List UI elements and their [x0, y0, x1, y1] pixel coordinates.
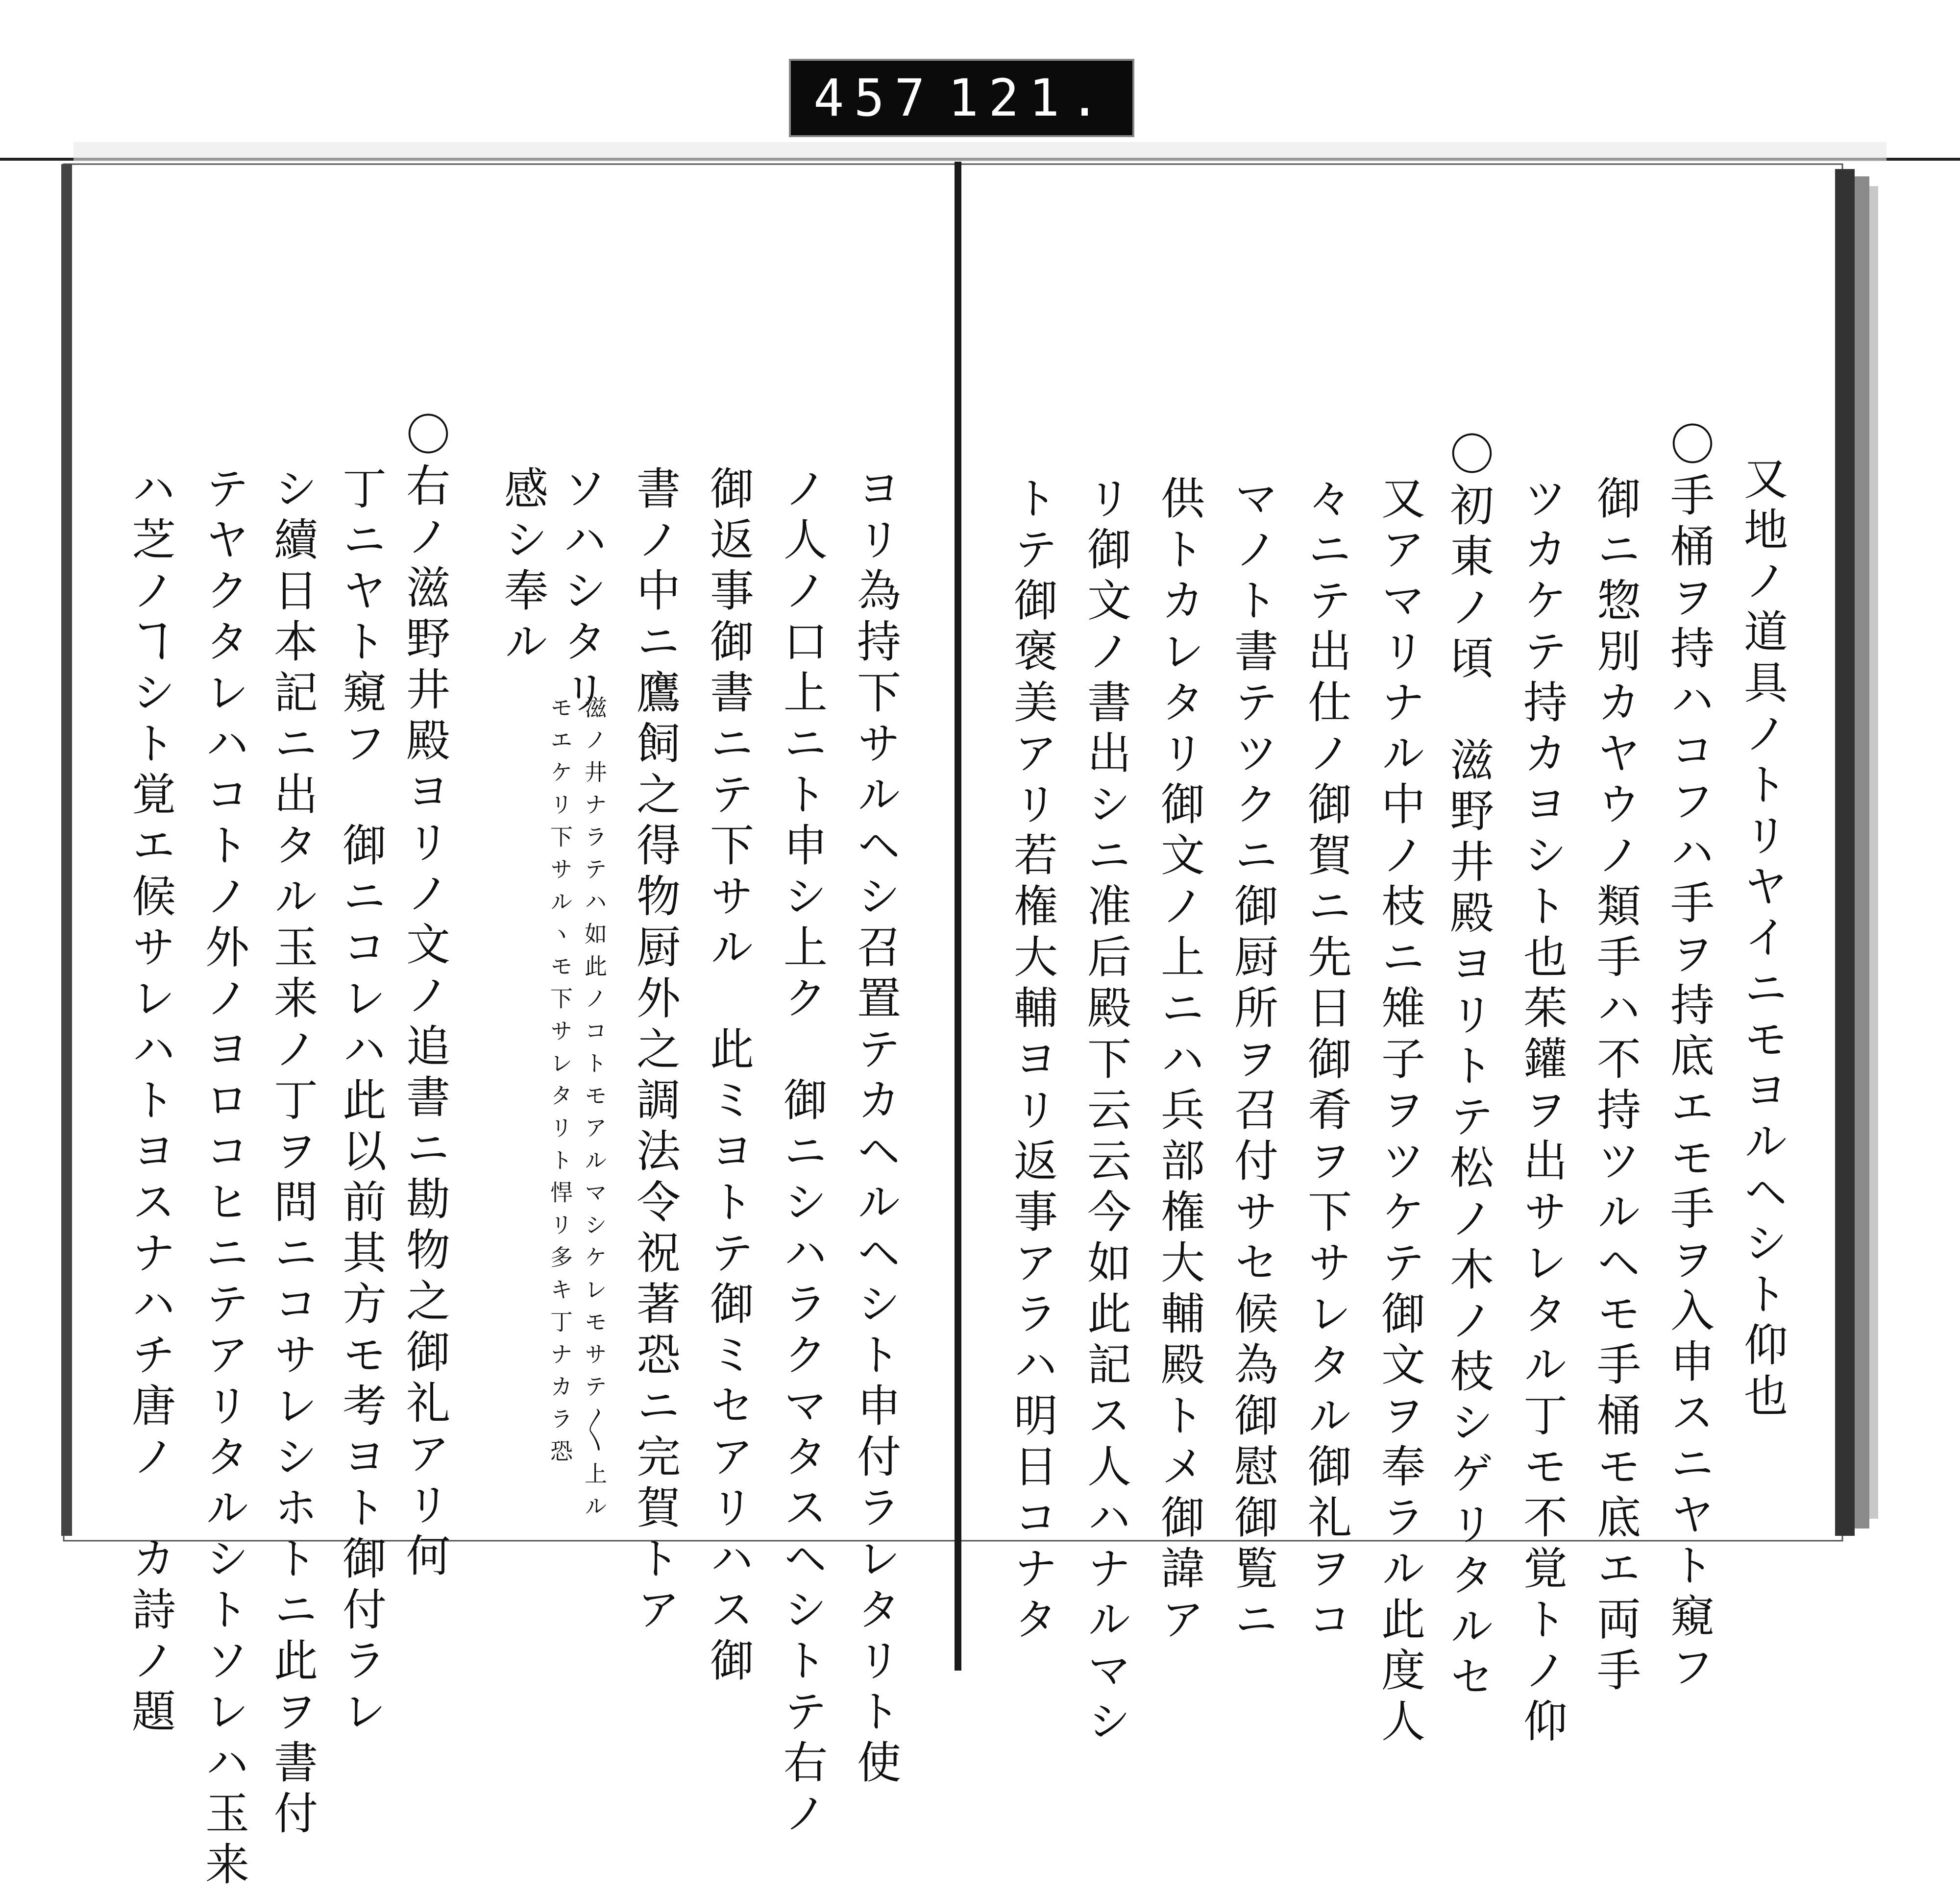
text-column: テヤクタレハコトノ外ノヨロコヒニテアリタルシトソレハ玉来	[197, 465, 249, 1892]
left-edge-shadow	[61, 164, 72, 1536]
text-column: シ續日本記ニ出タル玉来ノ丁ヲ問ニコサレシホトニ此ヲ書付	[266, 465, 318, 1841]
text-column: 々ニテ出仕ノ御賀ニ先日御肴ヲ下サレタル御礼ヲコ	[1300, 475, 1351, 1647]
text-column: 〇手桶ヲ持ハコフハ手ヲ持底エモ手ヲ入申スニヤト窺フ	[1663, 421, 1714, 1695]
annotation-column: 滋ノ井ナラテハ如此ノコトモアルマシケレモサテ〳〵上ル	[581, 696, 608, 1527]
text-column: ツカケテ持カヨシト也茱鑵ヲ出サレタル丁モ不覚トノ仰	[1516, 475, 1567, 1749]
text-column: ソハシタリ	[555, 465, 607, 720]
frame-number-left: 457	[813, 68, 935, 128]
text-column: 御返事御書ニテ下サル 此ミヨトテ御ミセアリハス御	[702, 465, 754, 1688]
text-column: 又地ノ道具ノトリヤイニモヨルヘシト仰也	[1736, 456, 1788, 1424]
text-column: 〇右ノ滋野井殿ヨリノ文ノ追書ニ勘物之御礼アリ何	[398, 412, 450, 1583]
text-column: 御ニ惣別カヤウノ類手ハ不持ツルヘモ手桶モ底エ両手	[1589, 475, 1641, 1698]
fore-edge	[1835, 169, 1855, 1536]
text-column: 〇初東ノ頃 滋野井殿ヨリトテ松ノ木ノ枝シゲリタルセ	[1442, 431, 1494, 1705]
gutter-line	[955, 162, 961, 1671]
text-column: 丁ニヤト窺フ 御ニコレハ此以前其方モ考ヨト御付ラレ	[335, 465, 386, 1739]
frame-number-right: 121.	[948, 68, 1110, 128]
text-column: 又アマリナル中ノ枝ニ雉子ヲツケテ御文ヲ奉ラル此度人	[1373, 475, 1425, 1749]
text-column: ハ芝ノヿシト覚エ候サレハトヨスナハチ唐ノ カ詩ノ題	[124, 465, 175, 1739]
text-column: 感シ奉ル	[496, 465, 548, 669]
text-column: ヨリ為持下サルヘシ召置テカヘルヘシト申付ラレタリト使	[849, 465, 901, 1790]
annotation-column: モエケリ下サルヽモ下サレタリト悍リ多キ丁ナカラ恐	[547, 696, 573, 1472]
text-column: トテ御褒美アリ若権大輔ヨリ返事アラハ明日コナタ	[1006, 475, 1057, 1647]
text-column: リ御文ノ書出シニ准后殿下云云今如此記ス人ハナルマシ	[1079, 475, 1131, 1749]
text-column: ノ人ノ口上ニト申シ上ク 御ニシハラクマタスヘシトテ右ノ	[776, 465, 827, 1841]
text-column: 供トカレタリ御文ノ上ニハ兵部権大輔殿トメ御諱ア	[1153, 475, 1204, 1647]
frame-number-label	[789, 59, 1134, 137]
text-column: マノト書テツクニ御厨所ヲ召付サセ候為御慰御覧ニ	[1226, 475, 1278, 1647]
text-column: 書ノ中ニ鷹飼之得物厨外之調法令祝著恐ニ完賀トア	[629, 465, 680, 1637]
